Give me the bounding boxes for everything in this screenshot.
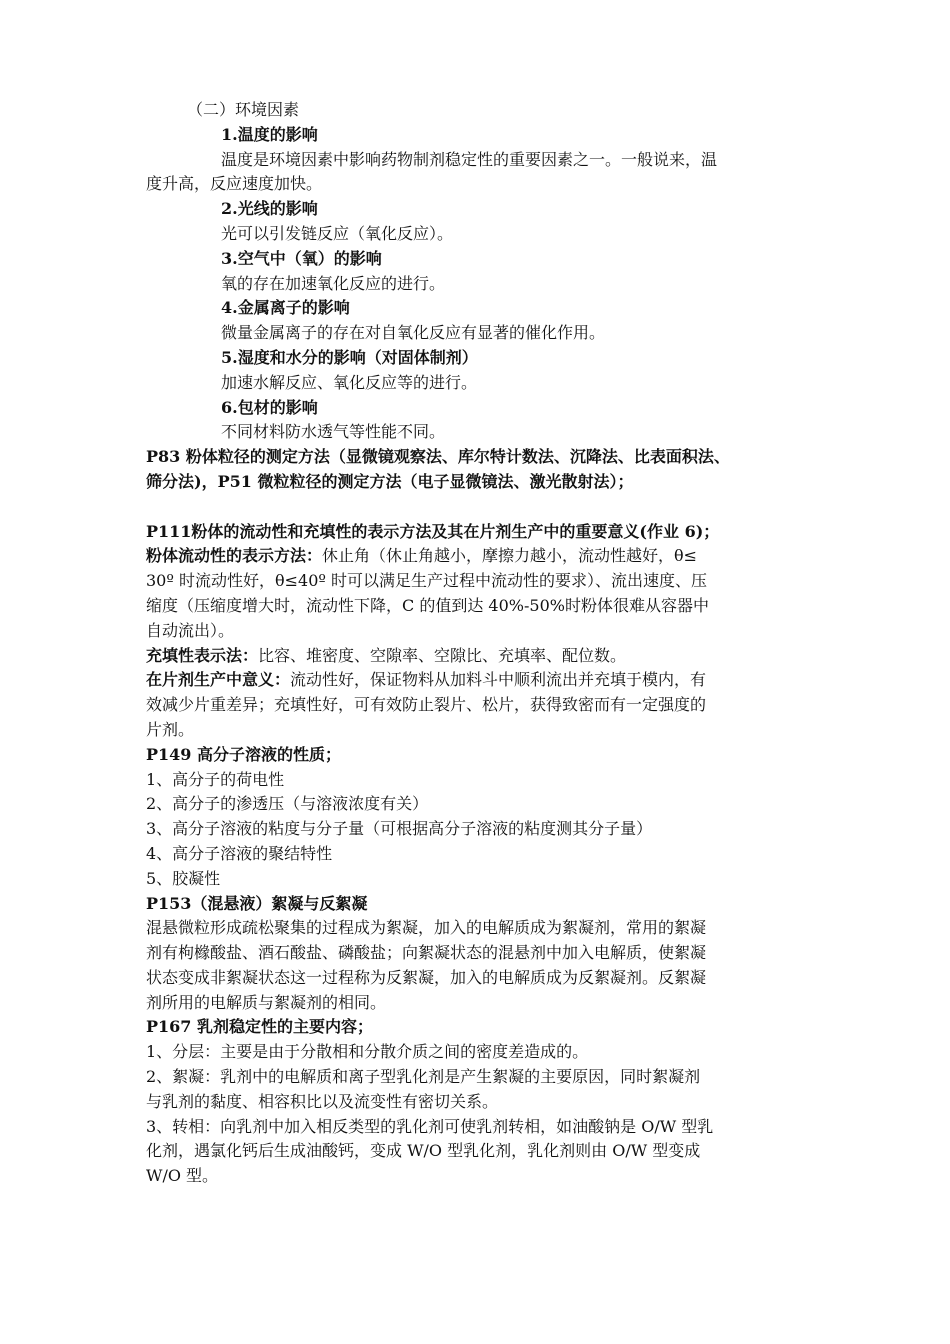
p167-line-2: 2、絮凝：乳剂中的电解质和离子型乳化剂是产生絮凝的主要原因，同时絮凝剂 xyxy=(146,1067,701,1087)
p149-item-2: 2、高分子的渗透压（与溶液浓度有关） xyxy=(146,794,429,814)
p149-item-5: 5、胶凝性 xyxy=(146,868,221,888)
env-item-1-text-cont: 度升高，反应速度加快。 xyxy=(146,174,323,194)
p167-line-1: 1、分层：主要是由于分散相和分散介质之间的密度差造成的。 xyxy=(146,1042,589,1062)
env-item-3-text: 氧的存在加速氧化反应的进行。 xyxy=(221,273,446,293)
p111-heading: P111粉体的流动性和充填性的表示方法及其在片剂生产中的重要意义(作业 6)； xyxy=(146,521,720,541)
env-item-1-text: 温度是环境因素中影响药物制剂稳定性的重要因素之一。一般说来，温 xyxy=(221,149,718,169)
p111-fill-label: 充填性表示法： xyxy=(146,645,259,665)
p153-line-1: 混悬微粒形成疏松聚集的过程成为絮凝，加入的电解质成为絮凝剂，常用的絮凝 xyxy=(146,918,707,938)
p153-line-3: 状态变成非絮凝状态这一过程称为反絮凝，加入的电解质成为反絮凝剂。反絮凝 xyxy=(146,967,707,987)
p167-heading: P167 乳剂稳定性的主要内容； xyxy=(146,1017,374,1037)
env-item-2-title: 2.光线的影响 xyxy=(221,199,318,219)
p153-heading: P153（混悬液）絮凝与反絮凝 xyxy=(146,893,368,913)
env-item-4-title: 4.金属离子的影响 xyxy=(221,298,350,318)
env-item-3-title: 3.空气中（氧）的影响 xyxy=(221,248,382,268)
p111-flow-line-1 xyxy=(146,544,816,569)
p111-sig-text: 流动性好，保证物料从加料斗中顺利流出并充填于模内，有 xyxy=(290,670,707,690)
env-item-6-title: 6.包材的影响 xyxy=(221,397,318,417)
p167-line-5: 化剂，遇氯化钙后生成油酸钙，变成 W/O 型乳化剂，乳化剂则由 O/W 型变成 xyxy=(146,1141,701,1161)
section-heading-env: （二）环境因素 xyxy=(187,100,300,119)
p111-flow-label: 粉体流动性的表示方法： xyxy=(146,546,323,566)
p111-flow-line-3: 缩度（压缩度增大时，流动性下降，C 的值到达 40%-50%时粉体很难从容器中 xyxy=(146,595,709,615)
p153-line-4: 剂所用的电解质与絮凝剂的相同。 xyxy=(146,992,387,1012)
env-item-5-title: 5.湿度和水分的影响（对固体制剂） xyxy=(221,347,478,367)
p167-line-3: 与乳剂的黏度、相容积比以及流变性有密切关系。 xyxy=(146,1091,499,1111)
document-page xyxy=(146,98,816,1189)
p149-item-4: 4、高分子溶液的聚结特性 xyxy=(146,843,333,863)
p111-flow-text: 休止角（休止角越小，摩擦力越小，流动性越好，θ≤ xyxy=(322,546,698,566)
env-item-4-text: 微量金属离子的存在对自氧化反应有显著的催化作用。 xyxy=(221,323,606,343)
p153-line-2: 剂有枸橼酸盐、酒石酸盐、磷酸盐；向絮凝状态的混悬剂中加入电解质，使絮凝 xyxy=(146,943,707,963)
env-item-2-text: 光可以引发链反应（氧化反应）。 xyxy=(221,223,454,243)
p111-flow-line-2: 30º 时流动性好，θ≤40º 时可以满足生产过程中流动性的要求）、流出速度、压 xyxy=(146,571,707,591)
p111-fill-line xyxy=(146,644,816,669)
env-item-1-title: 1.温度的影响 xyxy=(221,124,318,144)
env-item-6-text: 不同材料防水透气等性能不同。 xyxy=(221,422,446,442)
p111-flow-line-4: 自动流出）。 xyxy=(146,620,235,640)
p111-sig-label: 在片剂生产中意义： xyxy=(146,670,291,690)
p167-line-4: 3、转相：向乳剂中加入相反类型的乳化剂可使乳剂转相，如油酸钠是 O/W 型乳 xyxy=(146,1116,714,1136)
p167-line-6: W/O 型。 xyxy=(146,1166,219,1186)
p149-heading: P149 高分子溶液的性质； xyxy=(146,744,342,764)
p149-item-3: 3、高分子溶液的粘度与分子量（可根据高分子溶液的粘度测其分子量） xyxy=(146,819,653,839)
p111-sig-line-3: 片剂。 xyxy=(146,719,195,739)
p149-item-1: 1、高分子的荷电性 xyxy=(146,769,285,789)
env-item-5-text: 加速水解反应、氧化反应等的进行。 xyxy=(221,372,478,392)
blank-line xyxy=(146,495,816,520)
p111-sig-line-2: 效减少片重差异；充填性好，可有效防止裂片、松片，获得致密而有一定强度的 xyxy=(146,695,707,715)
p111-sig-line-1 xyxy=(146,668,816,693)
p83-heading: P83 粉体粒径的测定方法（显微镜观察法、库尔特计数法、沉降法、比表面积法、 xyxy=(146,447,730,467)
p111-fill-text: 比容、堆密度、空隙率、空隙比、充填率、配位数。 xyxy=(258,645,627,665)
p83-heading-cont: 筛分法)，P51 微粒粒径的测定方法（电子显微镜法、激光散射法）； xyxy=(146,471,634,491)
